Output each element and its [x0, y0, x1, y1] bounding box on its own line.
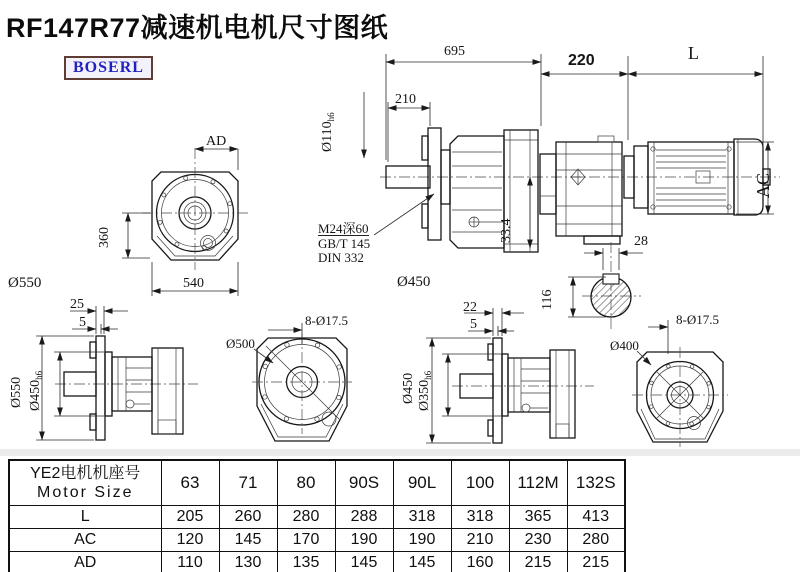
col-header-71: 71: [219, 460, 277, 506]
dim-350-pilot: [417, 371, 433, 411]
thread-note-line3: DIN 332: [318, 250, 364, 265]
table-header-row: [9, 460, 625, 506]
cell-AD-0: 110: [161, 552, 219, 572]
dim-450-pilot-tol: h6: [34, 370, 44, 380]
cell-AC-1: 145: [219, 529, 277, 552]
dim-5-left: 5: [79, 315, 86, 330]
cell-AC-7: 280: [567, 529, 625, 552]
main-side-view: [364, 54, 780, 252]
flange-side-view-550: [36, 306, 198, 440]
dim-450-pilot-value: Ø450: [28, 379, 43, 411]
motor-size-table: [8, 459, 626, 572]
col-header-90s: 90S: [335, 460, 393, 506]
dim-5-right: 5: [470, 317, 477, 332]
table-row-AD: [9, 552, 625, 572]
shaft-key-section: [568, 242, 643, 330]
dim-dia-500: Ø500: [226, 336, 255, 351]
thread-note-line2: GB/T 145: [318, 236, 371, 251]
row-label-AC: AC: [9, 529, 161, 552]
dim-dia-400: Ø400: [610, 338, 639, 353]
col-header-100: 100: [451, 460, 509, 506]
cell-AC-6: 230: [509, 529, 567, 552]
cell-L-4: 318: [393, 506, 451, 529]
cell-L-1: 260: [219, 506, 277, 529]
cell-AD-3: 145: [335, 552, 393, 572]
dim-22: 22: [463, 300, 477, 315]
dim-shaft-diameter: [320, 112, 336, 152]
dim-AD: AD: [206, 134, 227, 149]
front-view-large: [122, 148, 248, 296]
dim-bolt-holes-400: 8-Ø17.5: [676, 312, 719, 327]
flange-side-view-350: [426, 308, 594, 443]
dim-450-vert: Ø450: [401, 372, 416, 404]
cell-L-0: 205: [161, 506, 219, 529]
col-header-90l: 90L: [393, 460, 451, 506]
dim-shaft-diameter-value: Ø110: [320, 121, 335, 152]
cell-AC-0: 120: [161, 529, 219, 552]
dim-25: 25: [70, 297, 84, 312]
cell-AC-2: 170: [277, 529, 335, 552]
table-header-label-cell: [9, 460, 161, 506]
dim-L: L: [688, 43, 699, 63]
col-header-63: 63: [161, 460, 219, 506]
flange-front-view-500: [252, 323, 352, 441]
cell-AC-4: 190: [393, 529, 451, 552]
cell-AC-3: 190: [335, 529, 393, 552]
cell-AC-5: 210: [451, 529, 509, 552]
cell-L-2: 280: [277, 506, 335, 529]
dim-bolt-holes-500: 8-Ø17.5: [305, 313, 348, 328]
dim-450-pilot: [28, 371, 44, 411]
cell-AD-7: 215: [567, 552, 625, 572]
dim-550-vert: Ø550: [9, 376, 24, 408]
dim-695: 695: [444, 44, 465, 59]
dim-key-width-28: 28: [634, 234, 648, 249]
cell-AD-6: 215: [509, 552, 567, 572]
cell-L-3: 288: [335, 506, 393, 529]
cell-AD-4: 145: [393, 552, 451, 572]
dim-350-pilot-value: Ø350: [417, 379, 432, 411]
thread-note-line1: M24深60: [318, 221, 369, 236]
cell-AD-2: 135: [277, 552, 335, 572]
table-row-L: [9, 506, 625, 529]
col-header-112m: 112M: [509, 460, 567, 506]
dim-AC: AC: [753, 172, 773, 198]
dim-shaft-diameter-tol: h6: [326, 112, 336, 122]
col-header-132s: 132S: [567, 460, 625, 506]
row-label-L: L: [9, 506, 161, 529]
row-label-AD: AD: [9, 552, 161, 572]
cell-AD-5: 160: [451, 552, 509, 572]
flange-front-view-400: [632, 320, 728, 447]
boserl-logo: BOSERL: [64, 56, 153, 80]
dim-33-4: 33.4: [499, 218, 514, 243]
dim-key-116: 116: [540, 289, 555, 310]
dim-210: 210: [395, 92, 416, 107]
table-header-en: Motor Size: [37, 484, 134, 501]
dim-outer-550: Ø550: [8, 275, 42, 291]
dim-350-pilot-tol: h6: [423, 370, 433, 380]
col-header-80: 80: [277, 460, 335, 506]
cell-L-7: 413: [567, 506, 625, 529]
cell-AD-1: 130: [219, 552, 277, 572]
page-title: RF147R77减速机电机尺寸图纸: [6, 13, 389, 43]
dim-220: 220: [568, 52, 595, 69]
table-header-cn: YE2电机机座号: [30, 465, 141, 482]
dim-360: 360: [97, 227, 112, 248]
table-row-AC: [9, 529, 625, 552]
dim-flange-450: Ø450: [397, 274, 431, 290]
dim-540: 540: [183, 276, 204, 291]
cell-L-6: 365: [509, 506, 567, 529]
cell-L-5: 318: [451, 506, 509, 529]
